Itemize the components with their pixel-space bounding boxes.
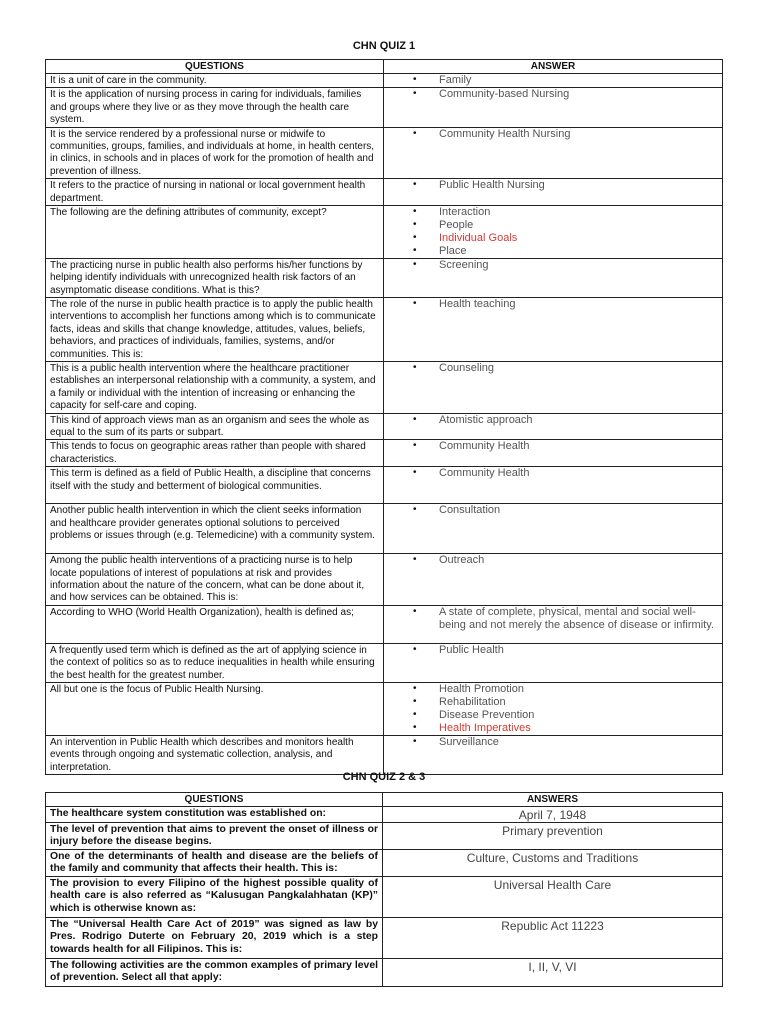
table-row: [46, 807, 723, 823]
answer-list: [387, 74, 719, 87]
table-row: [46, 440, 723, 467]
answer-list: [387, 736, 719, 749]
table-row: [46, 297, 723, 361]
table-row: [46, 74, 723, 88]
answer-cell: [384, 605, 723, 643]
answer-list: [387, 298, 719, 311]
table-row: [46, 823, 723, 850]
quiz2-answers-header: ANSWERS: [383, 793, 723, 807]
list-item: • Atomistic approach: [387, 414, 719, 427]
answer-cell: [384, 206, 723, 259]
question-cell: Another public health intervention in which the client seeks information and healthcare provider generates optional solutions to perceived problems or issues through (e.g. Telemedicine) with a community system.: [46, 504, 384, 554]
question-cell: This kind of approach views man as an organism and sees the whole as equal to the sum of its parts or subpart.: [46, 413, 384, 440]
table-row: [46, 850, 723, 877]
list-item: • Community Health: [387, 467, 719, 480]
answer-cell: [384, 127, 723, 179]
answer-list: [387, 259, 719, 272]
question-cell: All but one is the focus of Public Health Nursing.: [46, 683, 384, 736]
quiz2-title: CHN QUIZ 2 & 3: [342, 771, 426, 783]
answer-cell: [384, 361, 723, 413]
table-row: [46, 179, 723, 206]
table-row: [46, 413, 723, 440]
table-row: [46, 258, 723, 297]
question-cell: The level of prevention that aims to prevent the onset of illness or injury before the disease begins.: [46, 823, 383, 850]
quiz2-questions-header: QUESTIONS: [46, 793, 383, 807]
answer-cell: [384, 683, 723, 736]
table-row: [46, 361, 723, 413]
question-cell: The “Universal Health Care Act of 2019” was signed as law by Pres. Rodrigo Duterte on February 20, 2019 which is a step towards health for all Filipinos. This is:: [46, 918, 383, 959]
answer-cell: [384, 413, 723, 440]
question-cell: The provision to every Filipino of the highest possible quality of health care is also referred as “Kalusugan Pangkalahhatan (KP)” which is otherwise known as:: [46, 877, 383, 918]
list-item: • Disease Prevention: [387, 709, 719, 722]
quiz1-answer-header: ANSWER: [384, 60, 723, 74]
question-cell: It is the service rendered by a professional nurse or midwife to communities, groups, families, and individuals at home, in health centers, in clinics, in schools and in places of work for the promotion of health and prevention of illness.: [46, 127, 384, 179]
answer-list: [387, 504, 719, 517]
answer-cell: [384, 440, 723, 467]
answer-cell: Republic Act 11223: [383, 918, 723, 959]
answer-list: [387, 414, 719, 427]
question-cell: It is the application of nursing process in caring for individuals, families and groups where they live or as they move through the health care system.: [46, 88, 384, 127]
answer-cell: [384, 736, 723, 775]
answer-list: [387, 179, 719, 192]
table-row: [46, 736, 723, 775]
list-item: • Rehabilitation: [387, 696, 719, 709]
question-cell: This term is defined as a field of Public Health, a discipline that concerns itself with the study and betterment of biological communities.: [46, 467, 384, 504]
question-cell: Among the public health interventions of a practicing nurse is to help locate populations of interest of populations at risk and provides information about the nature of the concern, what can be done about it, and how services can be obtained. This is:: [46, 554, 384, 606]
answer-cell: [384, 554, 723, 606]
table-row: [46, 88, 723, 127]
list-item: • Outreach: [387, 554, 719, 567]
list-item: • Community-based Nursing: [387, 88, 719, 101]
answer-list: [387, 644, 719, 657]
table-row: [46, 605, 723, 643]
table-row: [46, 643, 723, 682]
quiz2-table: [45, 792, 723, 987]
list-item: • Public Health: [387, 644, 719, 657]
answer-cell: [384, 74, 723, 88]
answer-list: [387, 554, 719, 567]
list-item: • Community Health Nursing: [387, 128, 719, 141]
answer-cell: Culture, Customs and Traditions: [383, 850, 723, 877]
question-cell: The practicing nurse in public health also performs his/her functions by helping identify individuals with unrecognized health risk factors of an asymptomatic disease conditions. What is this?: [46, 258, 384, 297]
list-item: • Screening: [387, 259, 719, 272]
answer-list: [387, 440, 719, 453]
answer-list: [387, 683, 719, 735]
question-cell: The healthcare system constitution was established on:: [46, 807, 383, 823]
question-cell: This is a public health intervention where the healthcare practitioner establishes an interpersonal relationship with a community, a system, and a family or individual with the intention of increasing or enhancing the capacity for self-care and coping.: [46, 361, 384, 413]
answer-list: [387, 467, 719, 480]
list-item: • Health Imperatives: [387, 722, 719, 735]
list-item: • People: [387, 219, 719, 232]
answer-cell: [384, 258, 723, 297]
question-cell: It is a unit of care in the community.: [46, 74, 384, 88]
quiz2-body: [46, 807, 723, 987]
answer-list: [387, 88, 719, 101]
question-cell: According to WHO (World Health Organization), health is defined as;: [46, 605, 384, 643]
list-item: • Individual Goals: [387, 232, 719, 245]
table-row: [46, 877, 723, 918]
list-item: • Public Health Nursing: [387, 179, 719, 192]
quiz1-body: [46, 74, 723, 775]
answer-cell: Universal Health Care: [383, 877, 723, 918]
list-item: • Place: [387, 245, 719, 258]
question-cell: The role of the nurse in public health practice is to apply the public health interventions to accomplish her functions among which is to communicate facts, ideas and skills that change knowledge, attitudes, values, beliefs, behaviors, and practices of individuals, families, systems, and/or communities. This is:: [46, 297, 384, 361]
quiz2-header-row: [46, 793, 723, 807]
answer-cell: [384, 467, 723, 504]
table-row: [46, 554, 723, 606]
answer-cell: April 7, 1948: [383, 807, 723, 823]
quiz1-questions-header: QUESTIONS: [46, 60, 384, 74]
answer-cell: [384, 297, 723, 361]
answer-list: [387, 206, 719, 258]
list-item: • Surveillance: [387, 736, 719, 749]
answer-list: [387, 128, 719, 141]
answer-cell: I, II, V, VI: [383, 959, 723, 987]
table-row: [46, 206, 723, 259]
answer-cell: Primary prevention: [383, 823, 723, 850]
list-item: • A state of complete, physical, mental and social well-being and not merely the absence of disease or infirmity.: [387, 606, 719, 632]
list-item: • Community Health: [387, 440, 719, 453]
answer-cell: [384, 179, 723, 206]
answer-list: [387, 362, 719, 375]
answer-list: [387, 606, 719, 632]
list-item: • Health teaching: [387, 298, 719, 311]
list-item: • Counseling: [387, 362, 719, 375]
question-cell: The following are the defining attributes of community, except?: [46, 206, 384, 259]
question-cell: A frequently used term which is defined as the art of applying science in the context of politics so as to reduce inequalities in health while ensuring the best health for the greatest number.: [46, 643, 384, 682]
list-item: • Family: [387, 74, 719, 87]
question-cell: An intervention in Public Health which describes and monitors health events through ongoing and systematic collection, analysis, and interpretation.: [46, 736, 384, 775]
table-row: [46, 683, 723, 736]
table-row: [46, 504, 723, 554]
answer-cell: [384, 504, 723, 554]
list-item: • Health Promotion: [387, 683, 719, 696]
table-row: [46, 467, 723, 504]
quiz1-table: [45, 59, 723, 775]
table-row: [46, 918, 723, 959]
table-row: [46, 959, 723, 987]
answer-cell: [384, 88, 723, 127]
list-item: • Consultation: [387, 504, 719, 517]
question-cell: This tends to focus on geographic areas rather than people with shared characteristics.: [46, 440, 384, 467]
list-item: • Interaction: [387, 206, 719, 219]
table-row: [46, 127, 723, 179]
question-cell: One of the determinants of health and disease are the beliefs of the family and community that affects their health. This is:: [46, 850, 383, 877]
answer-cell: [384, 643, 723, 682]
quiz1-header-row: [46, 60, 723, 74]
question-cell: It refers to the practice of nursing in national or local government health department.: [46, 179, 384, 206]
question-cell: The following activities are the common examples of primary level of prevention. Select all that apply:: [46, 959, 383, 987]
quiz1-title: CHN QUIZ 1: [352, 40, 416, 52]
